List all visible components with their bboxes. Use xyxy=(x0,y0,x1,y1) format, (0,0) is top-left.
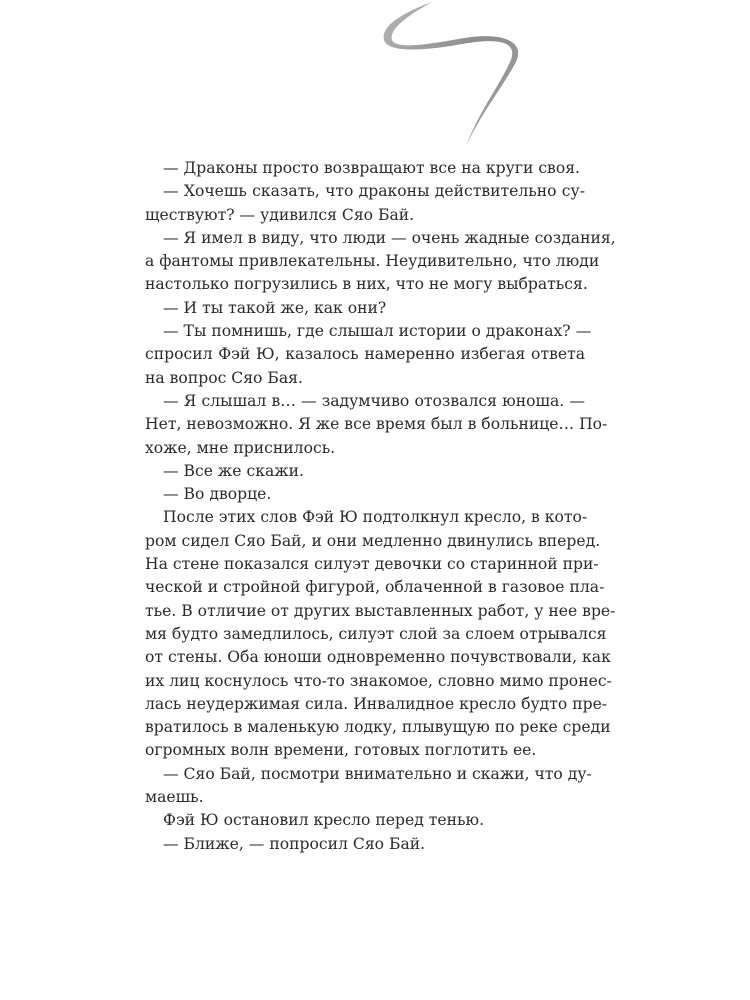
brush-stroke-decoration xyxy=(370,0,530,150)
text-line: — Ближе, — попросил Сяо Бай. xyxy=(163,834,426,853)
body-text xyxy=(145,157,616,856)
text-line: на вопрос Сяо Бая. xyxy=(145,368,303,387)
text-line: огромных волн времени, готовых поглотить ее. xyxy=(145,741,537,760)
text-line: их лиц коснулось что-то знакомое, словно мимо пронес- xyxy=(145,671,612,690)
text-line: хоже, мне приснилось. xyxy=(145,438,336,457)
text-line: Нет, невозможно. Я же все время был в больнице… По- xyxy=(145,415,608,434)
text-line: вратилось в маленькую лодку, плывущую по реке среди xyxy=(145,718,611,737)
text-line: мя будто замедлилось, силуэт слой за слоем отрывался xyxy=(145,624,607,643)
text-line: ческой и стройной фигурой, облаченной в газовое пла- xyxy=(145,578,605,597)
text-line: ществуют? — удивился Сяо Бай. xyxy=(145,205,415,224)
text-line: — Во дворце. xyxy=(163,485,272,504)
text-line: Фэй Ю остановил кресло перед тенью. xyxy=(163,811,485,830)
text-line: ром сидел Сяо Бай, и они медленно двинулись вперед. xyxy=(145,531,601,550)
text-line: тье. В отличие от других выставленных работ, у нее вре- xyxy=(145,601,616,620)
text-line: — Сяо Бай, посмотри внимательно и скажи, что ду- xyxy=(163,764,592,783)
text-line: от стены. Оба юноши одновременно почувствовали, как xyxy=(145,648,611,667)
text-line: спросил Фэй Ю, казалось намеренно избегая ответа xyxy=(145,345,585,364)
text-line: а фантомы привлекательны. Неудивительно, что люди xyxy=(145,252,600,271)
text-line: маешь. xyxy=(145,788,204,807)
brush-stroke-path xyxy=(384,2,519,146)
text-line: настолько погрузились в них, что не могу выбраться. xyxy=(145,275,588,294)
text-line: — Драконы просто возвращают все на круги своя. xyxy=(163,159,581,177)
text-line: — Я имел в виду, что люди — очень жадные создания, xyxy=(163,228,616,247)
text-line: — Ты помнишь, где слышал истории о драконах? — xyxy=(163,322,592,341)
text-line: — И ты такой же, как они? xyxy=(163,298,387,317)
text-line: лась неудержимая сила. Инвалидное кресло будто пре- xyxy=(145,694,608,713)
text-line: — Все же скажи. xyxy=(163,461,304,480)
text-line: После этих слов Фэй Ю подтолкнул кресло, в кото- xyxy=(163,508,588,527)
text-line: — Я слышал в… — задумчиво отозвался юноша. — xyxy=(163,391,585,410)
text-line: — Хочешь сказать, что драконы действительно су- xyxy=(163,182,585,201)
text-line: На стене показался силуэт девочки со старинной при- xyxy=(145,555,599,574)
